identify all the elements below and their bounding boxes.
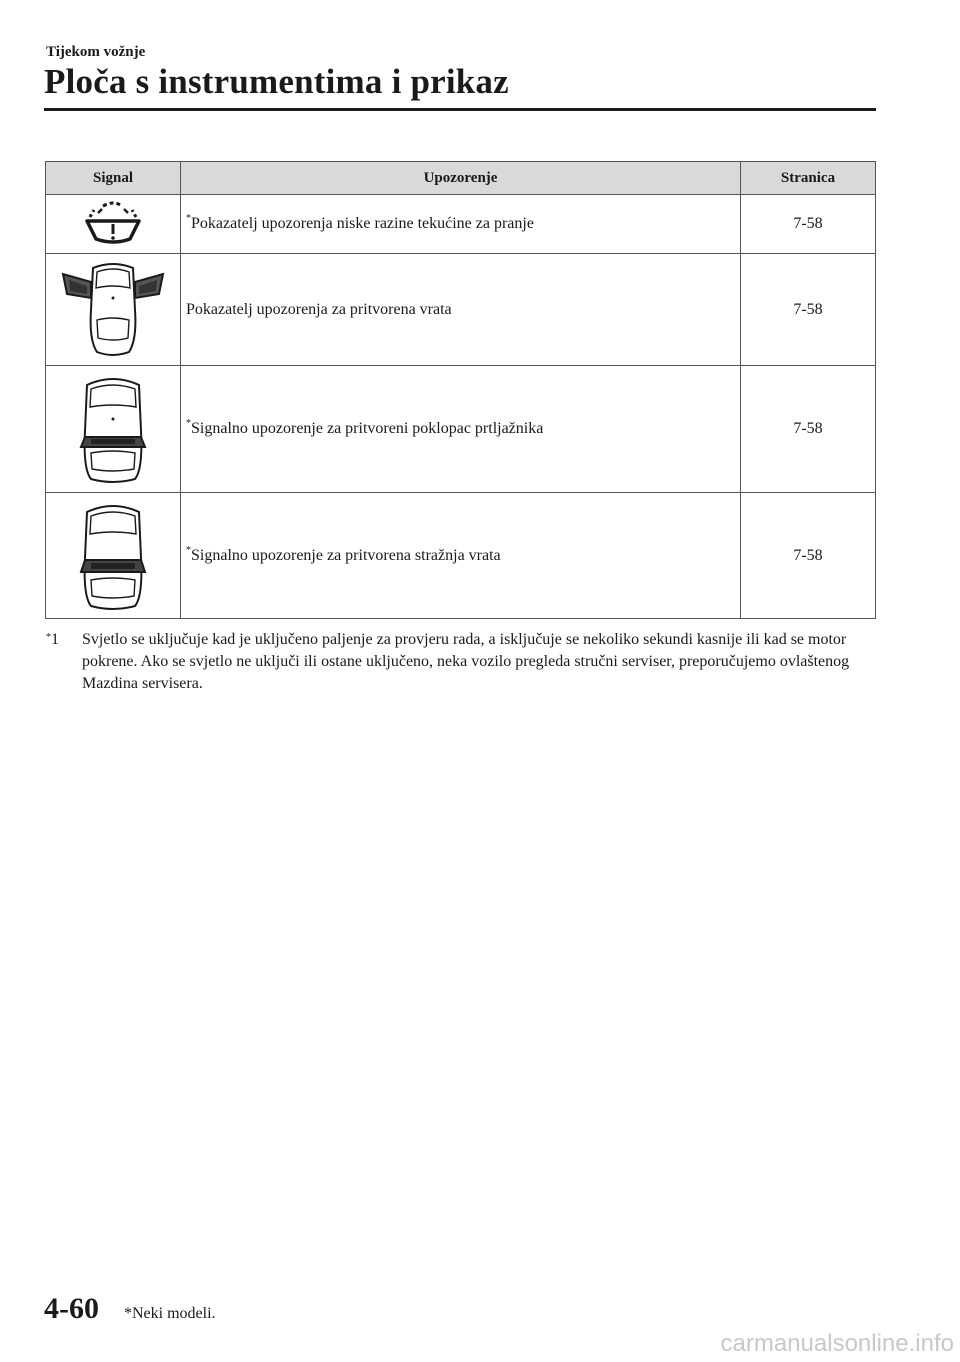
warning-text: Pokazatelj upozorenja za pritvorena vrata	[186, 300, 452, 318]
table-row	[46, 366, 876, 493]
trunk-lid-ajar-warning-icon	[47, 371, 179, 487]
models-note: *Neki modeli.	[124, 1305, 216, 1322]
table-row	[46, 195, 876, 254]
footnote-number: 1	[51, 631, 59, 648]
asterisk-mark: *	[186, 213, 191, 224]
warning-text-cell	[181, 366, 741, 493]
page-number: 4-60	[44, 1292, 99, 1325]
warning-text: Pokazatelj upozorenja niske razine tekućine za pranje	[191, 215, 534, 232]
page-title: Ploča s instrumentima i prikaz	[44, 62, 509, 101]
signal-cell	[46, 493, 181, 619]
washer-fluid-level-warning-icon	[47, 201, 179, 247]
warning-text-cell	[181, 195, 741, 254]
asterisk-mark: *	[186, 418, 191, 429]
page-ref-cell: 7-58	[741, 366, 876, 493]
asterisk-mark: *	[186, 544, 191, 556]
liftgate-ajar-warning-icon	[47, 498, 179, 614]
signal-cell	[46, 195, 181, 254]
page-ref-cell: 7-58	[741, 195, 876, 254]
page-ref-cell: 7-58	[741, 254, 876, 366]
section-label: Tijekom vožnje	[46, 44, 146, 60]
column-header-warning: Upozorenje	[181, 162, 741, 195]
signal-cell	[46, 254, 181, 366]
column-header-page: Stranica	[741, 162, 876, 195]
table-row	[46, 493, 876, 619]
warning-text-cell	[181, 493, 741, 619]
table-row	[46, 254, 876, 366]
signal-cell	[46, 366, 181, 493]
footnote	[46, 629, 876, 695]
footnote-text: Svjetlo se uključuje kad je uključeno paljenje za provjeru rada, a isključuje se nekoliko sekundi kasnije ili kad se motor pokrene. Ako se svjetlo ne uključi ili ostane uključeno, neka vozilo pregleda stručni serviser, preporučujemo ovlaštenog Mazdina servisera.	[82, 631, 850, 692]
title-rule	[44, 108, 876, 111]
warning-lights-table	[45, 161, 876, 619]
warning-text-cell	[181, 254, 741, 366]
page-ref-cell: 7-58	[741, 493, 876, 619]
table-header-row	[46, 162, 876, 195]
warning-text: Signalno upozorenje za pritvorena stražnja vrata	[191, 546, 501, 564]
door-ajar-warning-icon	[47, 260, 179, 360]
warning-text: Signalno upozorenje za pritvoreni poklopac prtljažnika	[191, 420, 544, 437]
footnote-asterisk: *	[46, 632, 51, 643]
watermark: carmanualsonline.info	[720, 1330, 954, 1357]
footnote-mark	[46, 629, 59, 651]
column-header-signal: Signal	[46, 162, 181, 195]
